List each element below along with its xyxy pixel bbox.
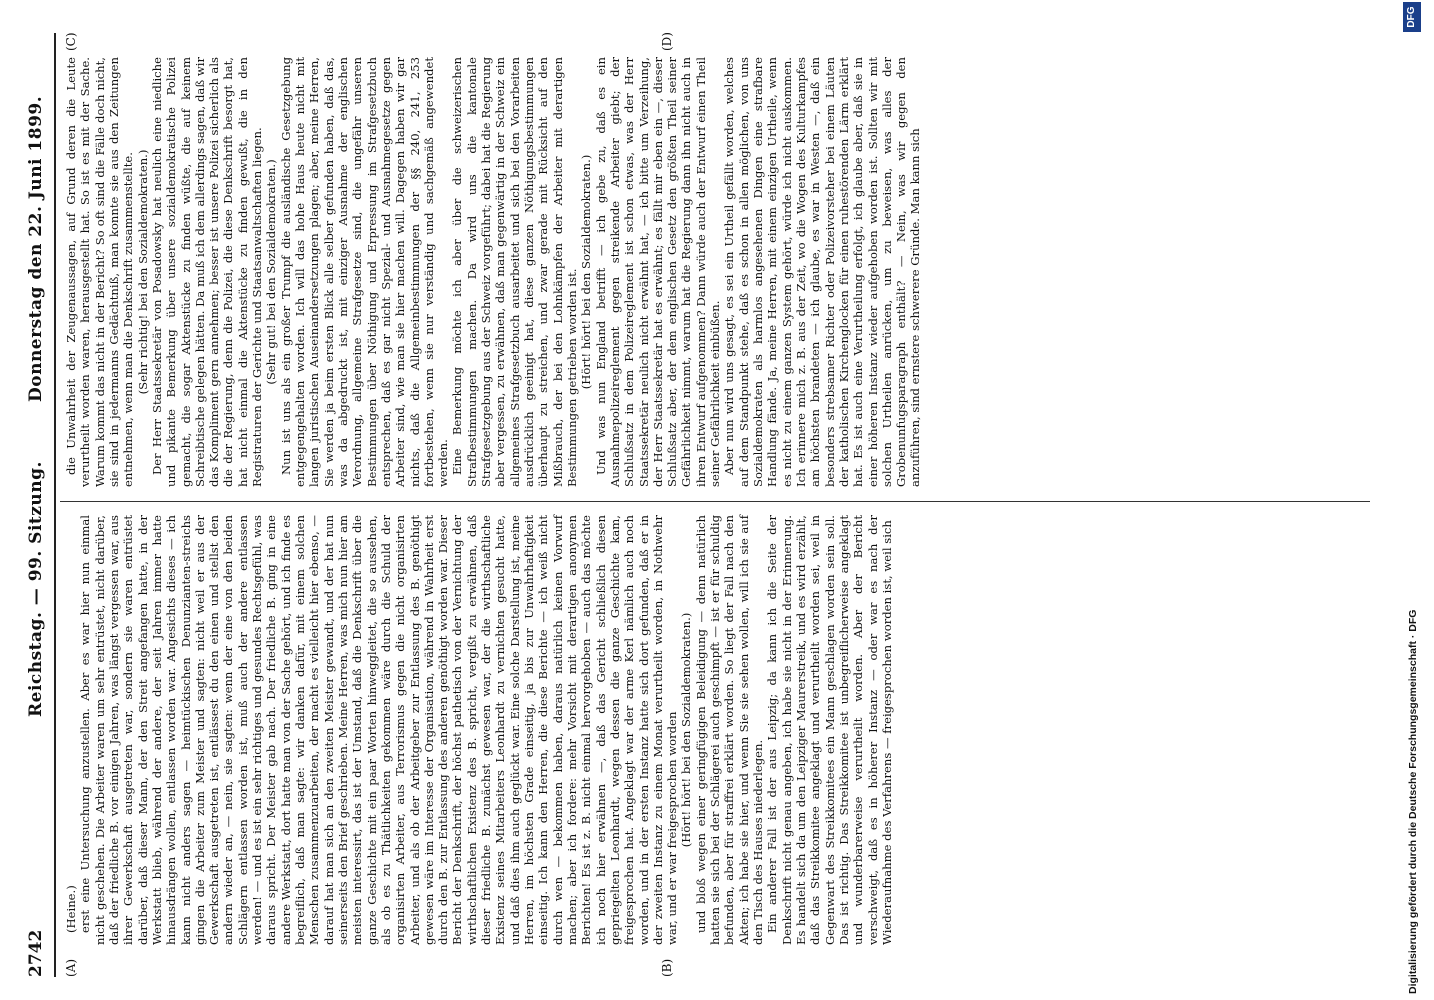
- speaker-label: (Heine.): [64, 885, 78, 933]
- paragraph: erst eine Untersuchung anzustellen. Aber es war hier nun einmal nicht geschehen. Die Arbeiter waren um sehr entrüstet, nicht darüber, daß der friedliche B. vor einigen Jahren, was längst vergessen war, aus ihrer Gewerkschaft ausgetreten war, sondern sie waren entrüstet darüber, daß dieser Mann, der den Streit angefangen hatte, in der Werkstatt blieb, während der andere, der seit Jahren immer hatte hinausdrängen wollen, entlassen worden war. Angesichts dieses — ich kann nicht anders sagen — heimtückischen Denunzianten-streichs gingen die Arbeiter zum Meister und sagten: nicht weil er aus der Gewerkschaft ausgetreten ist, entlässest du den einen und stellst den andern wieder an, — nein, sie sagten: wenn der eine von den beiden Schlägern entlassen worden ist, muß auch der andere entlassen werden! — und es ist ein sehr richtiges und gesundes Rechtsgefühl, was daraus spricht. Der Meister gab nach. Der friedliche B. ging in eine andere Werkstatt, dort hatte man von der Sache gehört, und ich finde es begreiflich, daß man sagte: wir danken dafür, mit einem solchen Menschen zusammenzuarbeiten, der macht es vielleicht hier ebenso, — darauf hat man sich an den zweiten Meister gewandt, und der hat nun seinerseits den Brief geschrieben. Meine Herren, was mich nun hier am meisten interessirt, das ist der Umstand, daß die Denkschrift über die ganze Geschichte mit ein paar Worten hinweggleitet, die so aussehen, als ob es zu Thätlichkeiten gekommen wäre durch die Schuld der organisirten Arbeiter, aus Terrorismus gegen die nicht organisirten Arbeiter, und als ob der Arbeitgeber zur Entlassung des B. genöthigt gewesen wäre im Interesse der Organisation, während in Wahrheit erst durch den B. zur Entlassung des anderen genöthigt worden war. Dieser Bericht der Denkschrift, der höchst pathetisch von der Vernichtung der wirthschaftlichen Existenz des B. spricht, vergißt zu erwähnen, daß dieser friedliche B. zunächst gewesen war, der die wirthschaftliche Existenz seines Mitarbeiters Leonhardt zu vernichten gesucht hatte, und daß dies ihm auch geglückt war. Eine solche Darstellung ist, meine Herren, im höchsten Grade einseitig, ja bis zur Unwahrhaftigkeit einseitig. Ich kann den Herren, die diese Berichte — ich weiß nicht durch wen — bekommen haben, daraus natürlich keinen Vorwurf machen; aber ich fordere: mehr Vorsicht mit derartigen anonymen Berichten! Es ist z. B. nicht einmal hervorgehoben — auch das möchte ich noch hier erwähnen —, daß das Gericht schließlich diesen gepriegelten Leonhardt, wegen dessen die ganze Geschichte kam, freigesprochen hat. Angeklagt war der arme Kerl nämlich auch noch worden, und in der ersten Instanz hatte sich dort gefunden, daß er in der zweiten Instanz zu einem Monat verurtheilt worden, in Nothwehr war, und er war freigesprochen worden: [78, 515, 680, 945]
- session-date: Donnerstag den 22. Juni 1899.: [26, 95, 46, 402]
- credit-text: Digitalisierung gefördert durch die Deutsche Forschungsgemeinschaft · DFG: [1407, 609, 1419, 994]
- scanned-page: [20, 25, 1385, 985]
- paragraph: Der Herr Staatssekretär von Posadowsky hat neulich eine niedliche und pikante Bemerkung über unsere sozialdemokratische Polizei gemacht, die sogar Aktenstücke zu finden wüßte, die auf keinem Schreibtische gelegen hätten. Da muß ich dem allerdings sagen, daß wir das Kompliment gern annehmen; besser ist unsere Polizei sicherlich als die der Regierung, denn die Polizei, die diese Denkschrift besorgt hat, hat nicht einmal die Aktenstücke zu finden gewußt, die in den Registraturen der Gerichte und Staatsanwaltschaften liegen.: [149, 57, 265, 487]
- interjection: (Sehr richtig! bei den Sozialdemokraten.): [135, 149, 150, 395]
- paragraph: Und was nun England betrifft — ich gebe zu, daß es ein Ausnahmepolizeireglement gegen streikende Arbeiter giebt; der Schlußsatz in dem Polizeireglement ist schon etwas, was der Herr Staatssekretär neulich nicht erwähnt hat, — ich bitte um Verzeihung, der Herr Staatssekretär hat es erwähnt; es fällt mir eben ein —, dieser Schlußsatz aber, der dem englischen Gesetz den größten Theil seiner Gefährlichkeit nimmt, warum hat die Regierung dann ihn nicht auch in ihren Entwurf aufgenommen? Dann würde auch der Entwurf einen Theil seiner Gefährlichkeit einbüßen.: [593, 57, 723, 487]
- page-number: 2742: [26, 929, 46, 977]
- paragraph: Aber nun wird uns gesagt, es sei ein Urtheil gefällt worden, welches auf dem Standpunkt stehe, daß es schon in allen möglichen, von uns Sozialdemokraten als harmlos angesehenen Dingen eine strafbare Handlung fände. Ja, meine Herren, mit einem einzigen Urtheile, wenn es nicht zu einem ganzen System gehört, würde ich nicht auskommen. Ich erinnere mich z. B. aus der Zeit, wo die Wogen des Kulturkampfes am höchsten brandeten — ich glaube, es war in Westen —, daß ein besonders strebsamer Richter oder Polizeivorsteher bei einem Läuten der katholischen Kirchenglocken für einen ruhestörenden Lärm erklärt hat. Es ist auch eine Verurtheilung erfolgt, ich glaube aber, daß sie in einer höheren Instanz wieder aufgehoben worden ist. Sollten wir mit solchen Urtheilen anrücken, um zu beweisen, was alles der Grobenunfugsparagraph enthält? — Nein, was wir gegen den anzuführen, sind ernstere schwerere Gründe. Man kann sich: [722, 57, 923, 487]
- margin-mark-c: (C): [64, 32, 78, 51]
- paragraph: Nun ist uns als ein großer Trumpf die ausländische Gesetzgebung entgegengehalten worden. Ich will das hohe Haus heute nicht mit langen juristischen Auseinandersetzungen plagen; aber, meine Herren, Sie werden ja beim ersten Blick alle selber gefunden haben, daß das, was da abgedruckt ist, mit einziger Ausnahme der englischen Verordnung, allgemeine Strafgesetze sind, die ungefähr unseren Bestimmungen über Nöthigung und Erpressung im Strafgesetzbuch entsprechen, daß es gar nicht Spezial- und Ausnahmegesetze gegen Arbeiter sind, wie man sie hier machen will. Dagegen haben wir gar nichts, daß die Allgemeinbestimmungen der §§ 240, 241, 253 fortbestehen, wenn sie nur verständig und sachgemäß angewendet werden.: [278, 57, 451, 487]
- interjection: (Hört! hört! bei den Sozialdemokraten.): [579, 154, 594, 390]
- interjection: (Hört! hört! bei den Sozialdemokraten.): [679, 612, 694, 848]
- dfg-logo-icon: DFG: [1403, 2, 1421, 32]
- left-column: [64, 515, 894, 945]
- margin-mark-a: (A): [64, 958, 78, 977]
- paragraph: die Unwahrheit der Zeugenaussagen, auf Grund deren die Leute verurtheilt worden waren, herausgestellt hat. So ist es mit der Sache. Warum kommt das nicht in der Bericht? So oft sind die Fälle doch nicht, sie sind in jedermanns Gedächtniß, man konnte sie aus den Zeitungen entnehmen, wenn man die Denkschrift zusammenstellte.: [64, 57, 136, 487]
- paragraph: Ein anderer Fall ist der aus Leipzig; da kann ich die Seite der Denkschrift nicht genau angeben, ich habe sie nicht in der Erinnerung. Es handelt sich da um den Leipziger Maurerstreik, und es wird erzählt, daß das Streikkomitee angeklagt und verurtheilt worden sei, weil in Gegenwart des Streikkomitees ein Mann geschlagen worden sein soll. Das ist richtig. Das Streikkomitee ist unbegreiflicherweise angeklagt und wunderbarerweise verurtheilt worden. Aber der Bericht verschweigt, daß es in höherer Instanz — oder war es nach der Wiederaufnahme des Verfahrens — freigesprochen worden ist, weil sich: [765, 515, 894, 945]
- margin-mark-b: (B): [660, 958, 674, 977]
- margin-mark-d: (D): [660, 32, 674, 51]
- paragraph: Eine Bemerkung möchte ich aber über die schweizerischen Strafbestimmungen machen. Da wird uns die kantonale Strafgesetzgebung aus der Schweiz vorgeführt; dabei hat die Regierung aber vergessen, zu erwähnen, daß man gegenwärtig in der Schweiz ein allgemeines Strafgesetzbuch ausarbeitet und sich bei den Vorarbeiten ausdrücklich geeinigt hat, diese ganzen Nöthigungsbestimmungen überhaupt zu streichen, und zwar gerade mit Rücksicht auf den Mißbrauch, der bei den Lohnkämpfen der Arbeiter mit derartigen Bestimmungen getrieben worden ist.: [450, 57, 579, 487]
- session-title: Reichstag. — 99. Sitzung.: [26, 461, 46, 717]
- header-rule: [54, 33, 56, 977]
- right-column: [64, 57, 923, 487]
- interjection: (Sehr gut! bei den Sozialdemokraten.): [264, 159, 279, 385]
- paragraph: und bloß wegen einer geringfügigen Beleidigung — denn natürlich hatten sie sich bei der Schlägerei auch geschimpft — ist er für schuldig befunden, aber für straffrei erklärt worden. So liegt der Fall nach den Akten; ich habe sie hier, und wenn Sie sie sehen wollen, will ich sie auf den Tisch des Hauses niederlegen.: [693, 515, 765, 945]
- page-header: [20, 33, 54, 977]
- column-divider: [60, 501, 1370, 502]
- digitization-credit: [1395, 0, 1429, 994]
